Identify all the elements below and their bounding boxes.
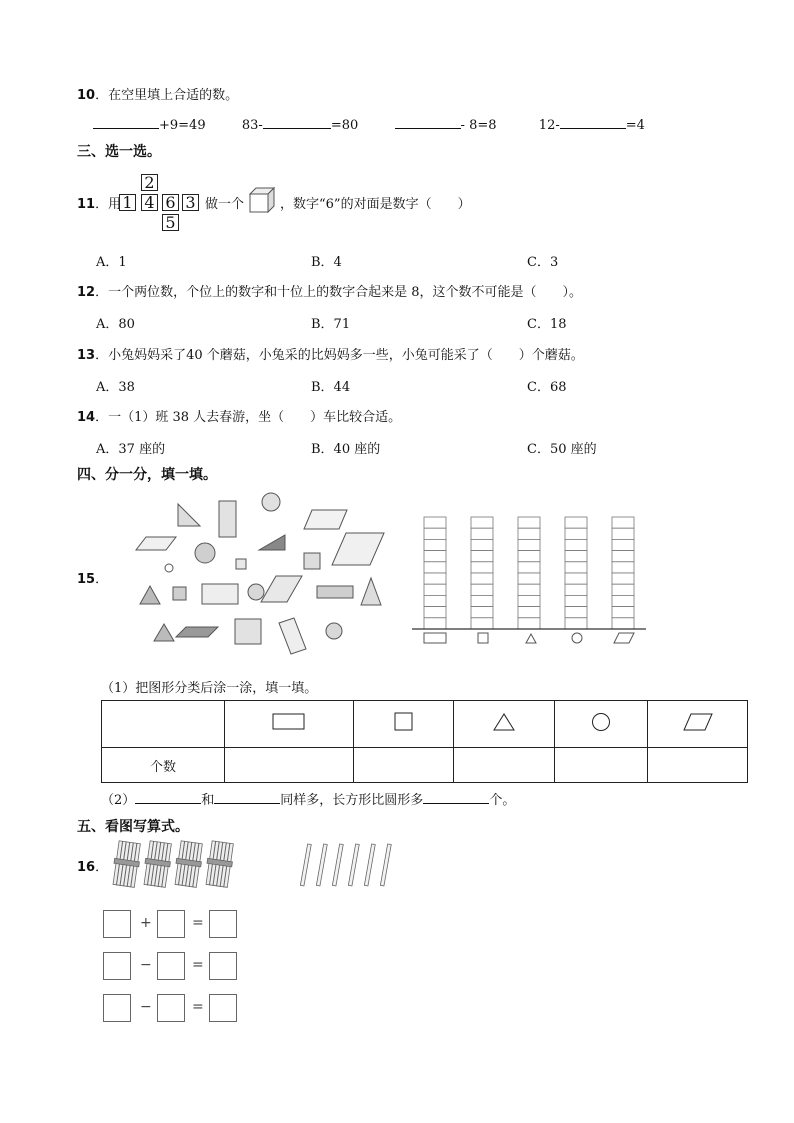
header-rectangle bbox=[225, 701, 354, 748]
q15-sub2-mid: 同样多，长方形比圆形多 bbox=[280, 793, 424, 808]
q10-blank-3[interactable] bbox=[395, 116, 461, 129]
q10-item-4b: =4 bbox=[625, 118, 645, 133]
square-icon bbox=[394, 712, 414, 732]
q10-line bbox=[77, 84, 238, 103]
graph-cell[interactable] bbox=[471, 528, 493, 539]
graph-cell[interactable] bbox=[424, 607, 446, 618]
q15-blank-1[interactable] bbox=[135, 791, 201, 804]
q14-number: 14 bbox=[77, 410, 96, 425]
stick-bundle bbox=[144, 841, 171, 888]
q15-sub2-and: 和 bbox=[201, 793, 215, 808]
q14-line bbox=[77, 406, 401, 425]
graph-cell[interactable] bbox=[471, 517, 493, 528]
count-cell-square[interactable] bbox=[354, 748, 454, 783]
graph-cell[interactable] bbox=[471, 618, 493, 629]
graph-cell[interactable] bbox=[424, 573, 446, 584]
section-3-title: 三、选一选。 bbox=[77, 144, 161, 160]
graph-cell[interactable] bbox=[612, 595, 634, 606]
q13-number: 13 bbox=[77, 348, 96, 363]
net-face-4: 4 bbox=[141, 194, 158, 211]
q11-option-a[interactable]: A．1 bbox=[96, 255, 127, 270]
q10-blanks bbox=[93, 116, 645, 133]
graph-cell[interactable] bbox=[518, 607, 540, 618]
parallelogram-shape bbox=[136, 537, 176, 550]
section-4-title: 四、分一分，填一填。 bbox=[77, 467, 217, 483]
eq1-box-1[interactable] bbox=[103, 910, 131, 938]
graph-circle-icon bbox=[572, 633, 582, 643]
q16-label bbox=[77, 856, 108, 875]
graph-cell[interactable] bbox=[565, 528, 587, 539]
graph-cell[interactable] bbox=[424, 562, 446, 573]
q15-sub1: （1）把图形分类后涂一涂，填一填。 bbox=[101, 681, 318, 696]
graph-cell[interactable] bbox=[565, 573, 587, 584]
graph-cell[interactable] bbox=[612, 539, 634, 550]
square-shape bbox=[236, 559, 246, 569]
q12-option-a[interactable]: A．80 bbox=[96, 317, 135, 332]
count-cell-parallelogram[interactable] bbox=[648, 748, 748, 783]
q15-sub2-prefix: （2） bbox=[101, 793, 136, 808]
graph-cell[interactable] bbox=[518, 584, 540, 595]
eq1-plus: + bbox=[140, 915, 152, 931]
graph-cell[interactable] bbox=[471, 584, 493, 595]
stick-bundle bbox=[175, 841, 202, 888]
q10-item-1: +9=49 bbox=[159, 118, 206, 133]
graph-cell[interactable] bbox=[518, 517, 540, 528]
graph-cell[interactable] bbox=[518, 539, 540, 550]
graph-cell[interactable] bbox=[424, 584, 446, 595]
cube-icon bbox=[248, 186, 278, 214]
eq2-box-1[interactable] bbox=[103, 952, 131, 980]
q10-item-2b: =80 bbox=[330, 118, 359, 133]
q10-blank-4[interactable] bbox=[560, 116, 626, 129]
rectangle-shape bbox=[279, 618, 306, 654]
q11-number: 11 bbox=[77, 197, 96, 212]
graph-cell[interactable] bbox=[612, 551, 634, 562]
q15-blank-3[interactable] bbox=[423, 791, 489, 804]
square-shape bbox=[235, 619, 261, 644]
graph-cell[interactable] bbox=[565, 539, 587, 550]
triangle-shape bbox=[154, 624, 174, 641]
graph-cell[interactable] bbox=[471, 607, 493, 618]
q13-line bbox=[77, 344, 584, 363]
count-cell-circle[interactable] bbox=[555, 748, 648, 783]
header-circle bbox=[555, 701, 648, 748]
q14-option-a[interactable]: A．37 座的 bbox=[96, 442, 166, 457]
eq3-equals: = bbox=[192, 999, 204, 1015]
graph-cell[interactable] bbox=[424, 528, 446, 539]
single-stick bbox=[348, 844, 359, 886]
q10-blank-1[interactable] bbox=[93, 116, 159, 129]
graph-square-icon bbox=[478, 633, 488, 643]
q15-label bbox=[77, 568, 108, 587]
single-stick bbox=[364, 844, 375, 886]
q14-option-c[interactable]: C．50 座的 bbox=[527, 442, 597, 457]
header-parallelogram bbox=[648, 701, 748, 748]
triangle-shape bbox=[178, 504, 200, 526]
circle-shape bbox=[248, 584, 264, 600]
eq1-box-3[interactable] bbox=[209, 910, 237, 938]
graph-cell[interactable] bbox=[565, 584, 587, 595]
parallelogram-shape bbox=[176, 627, 218, 637]
q10-item-3: - 8=8 bbox=[460, 118, 497, 133]
square-shape bbox=[304, 553, 320, 569]
q13-option-c[interactable]: C．68 bbox=[527, 380, 567, 395]
q11-post: ，数字“6”的对面是数字（ ） bbox=[280, 197, 471, 212]
graph-cell[interactable] bbox=[424, 551, 446, 562]
graph-cell[interactable] bbox=[612, 607, 634, 618]
stick-bundles-figure bbox=[112, 838, 242, 892]
table-corner-cell bbox=[102, 701, 225, 748]
q11-lead bbox=[77, 193, 121, 212]
q15-dot: ． bbox=[95, 572, 109, 587]
graph-cell[interactable] bbox=[518, 528, 540, 539]
graph-cell[interactable] bbox=[565, 607, 587, 618]
graph-cell[interactable] bbox=[612, 573, 634, 584]
graph-cell[interactable] bbox=[518, 551, 540, 562]
graph-cell[interactable] bbox=[518, 573, 540, 584]
graph-cell[interactable] bbox=[565, 517, 587, 528]
graph-cell[interactable] bbox=[612, 618, 634, 629]
q11-mid: 做一个 bbox=[205, 197, 245, 212]
triangle-shape bbox=[361, 578, 381, 605]
circle-shape bbox=[326, 623, 342, 639]
q10-text: ．在空里填上合适的数。 bbox=[95, 88, 239, 103]
circle-icon bbox=[591, 712, 611, 732]
single-sticks-figure bbox=[296, 842, 404, 890]
q12-line bbox=[77, 281, 582, 300]
circle-shape bbox=[262, 493, 280, 511]
q15-sub2 bbox=[101, 789, 515, 808]
q15-sub2-suffix: 个。 bbox=[489, 793, 516, 808]
graph-triangle-icon bbox=[526, 634, 536, 643]
eq3-box-1[interactable] bbox=[103, 994, 131, 1022]
count-cell-triangle[interactable] bbox=[454, 748, 555, 783]
rectangle-shape bbox=[317, 586, 353, 598]
q16-number: 16 bbox=[77, 860, 96, 875]
net-face-3: 3 bbox=[182, 194, 199, 211]
single-stick bbox=[300, 844, 311, 886]
q10-item-2a: 83- bbox=[241, 118, 263, 133]
parallelogram-shape bbox=[304, 510, 347, 529]
q13-text: ．小兔妈妈采了40 个蘑菇，小兔采的比妈妈多一些，小兔可能采了（ ）个蘑菇。 bbox=[95, 348, 584, 363]
square-shape bbox=[173, 587, 186, 600]
circle-shape bbox=[165, 564, 173, 572]
q14-option-b[interactable]: B．40 座的 bbox=[311, 442, 381, 457]
eq3-box-2[interactable] bbox=[157, 994, 185, 1022]
graph-cell[interactable] bbox=[612, 584, 634, 595]
net-face-5: 5 bbox=[162, 214, 179, 231]
q11-pre: ．用 bbox=[95, 197, 122, 212]
rectangle-shape bbox=[219, 501, 236, 537]
graph-cell[interactable] bbox=[471, 595, 493, 606]
q11-option-c[interactable]: C．3 bbox=[527, 255, 559, 270]
graph-cell[interactable] bbox=[518, 618, 540, 629]
circle-shape bbox=[195, 543, 215, 563]
parallelogram-shape bbox=[261, 576, 302, 602]
q10-blank-2[interactable] bbox=[263, 116, 331, 129]
q16-dot: ． bbox=[95, 860, 109, 875]
graph-cell[interactable] bbox=[424, 517, 446, 528]
q11-option-b[interactable]: B．4 bbox=[311, 255, 342, 270]
eq2-minus: − bbox=[140, 957, 152, 973]
eq3-minus: − bbox=[140, 999, 152, 1015]
stick-bundle bbox=[113, 841, 140, 888]
graph-cell[interactable] bbox=[471, 573, 493, 584]
cube-net bbox=[119, 174, 203, 234]
shape-count-table bbox=[101, 700, 748, 783]
graph-cell[interactable] bbox=[565, 618, 587, 629]
graph-parallelogram-icon bbox=[614, 633, 634, 643]
net-face-1: 1 bbox=[119, 194, 136, 211]
q12-option-b[interactable]: B．71 bbox=[311, 317, 351, 332]
parallelogram-icon bbox=[683, 712, 713, 732]
eq1-equals: = bbox=[192, 915, 204, 931]
eq3-box-3[interactable] bbox=[209, 994, 237, 1022]
q15-blank-2[interactable] bbox=[214, 791, 280, 804]
q12-option-c[interactable]: C．18 bbox=[527, 317, 567, 332]
stick-bundle bbox=[206, 841, 233, 888]
graph-cell[interactable] bbox=[565, 562, 587, 573]
q10-item-4a: 12- bbox=[538, 118, 560, 133]
eq2-box-3[interactable] bbox=[209, 952, 237, 980]
graph-cell[interactable] bbox=[612, 517, 634, 528]
q13-option-a[interactable]: A．38 bbox=[96, 380, 135, 395]
q13-option-b[interactable]: B．44 bbox=[311, 380, 351, 395]
parallelogram-shape bbox=[332, 533, 384, 565]
count-cell-rectangle[interactable] bbox=[225, 748, 354, 783]
scattered-shapes-figure bbox=[128, 488, 398, 658]
graph-cell[interactable] bbox=[424, 618, 446, 629]
graph-cell[interactable] bbox=[424, 539, 446, 550]
q14-text: ．一（1）班 38 人去春游，坐（ ）车比较合适。 bbox=[95, 410, 402, 425]
q12-number: 12 bbox=[77, 285, 96, 300]
graph-cell[interactable] bbox=[612, 562, 634, 573]
rectangle-icon bbox=[272, 713, 306, 731]
header-triangle bbox=[454, 701, 555, 748]
single-stick bbox=[332, 844, 343, 886]
eq1-box-2[interactable] bbox=[157, 910, 185, 938]
eq2-equals: = bbox=[192, 957, 204, 973]
graph-rectangle-icon bbox=[424, 633, 446, 643]
rectangle-shape bbox=[202, 584, 238, 604]
net-face-6: 6 bbox=[162, 194, 179, 211]
graph-cell[interactable] bbox=[565, 551, 587, 562]
row-label-count: 个数 bbox=[102, 748, 225, 783]
graph-cell[interactable] bbox=[471, 562, 493, 573]
graph-cell[interactable] bbox=[565, 595, 587, 606]
triangle-shape bbox=[259, 535, 285, 550]
net-face-2: 2 bbox=[141, 174, 158, 191]
graph-cell[interactable] bbox=[518, 595, 540, 606]
graph-cell[interactable] bbox=[612, 528, 634, 539]
graph-cell[interactable] bbox=[518, 562, 540, 573]
shape-count-graph bbox=[412, 513, 648, 647]
q15-number: 15 bbox=[77, 572, 96, 587]
header-square bbox=[354, 701, 454, 748]
graph-cell[interactable] bbox=[471, 539, 493, 550]
q10-number: 10 bbox=[77, 88, 96, 103]
graph-cell[interactable] bbox=[471, 551, 493, 562]
single-stick bbox=[380, 844, 391, 886]
single-stick bbox=[316, 844, 327, 886]
section-5-title: 五、看图写算式。 bbox=[77, 819, 189, 835]
triangle-icon bbox=[493, 712, 515, 732]
graph-cell[interactable] bbox=[424, 595, 446, 606]
q12-text: ．一个两位数，个位上的数字和十位上的数字合起来是 8，这个数不可能是（ ）。 bbox=[95, 285, 582, 300]
eq2-box-2[interactable] bbox=[157, 952, 185, 980]
triangle-shape bbox=[140, 586, 160, 604]
